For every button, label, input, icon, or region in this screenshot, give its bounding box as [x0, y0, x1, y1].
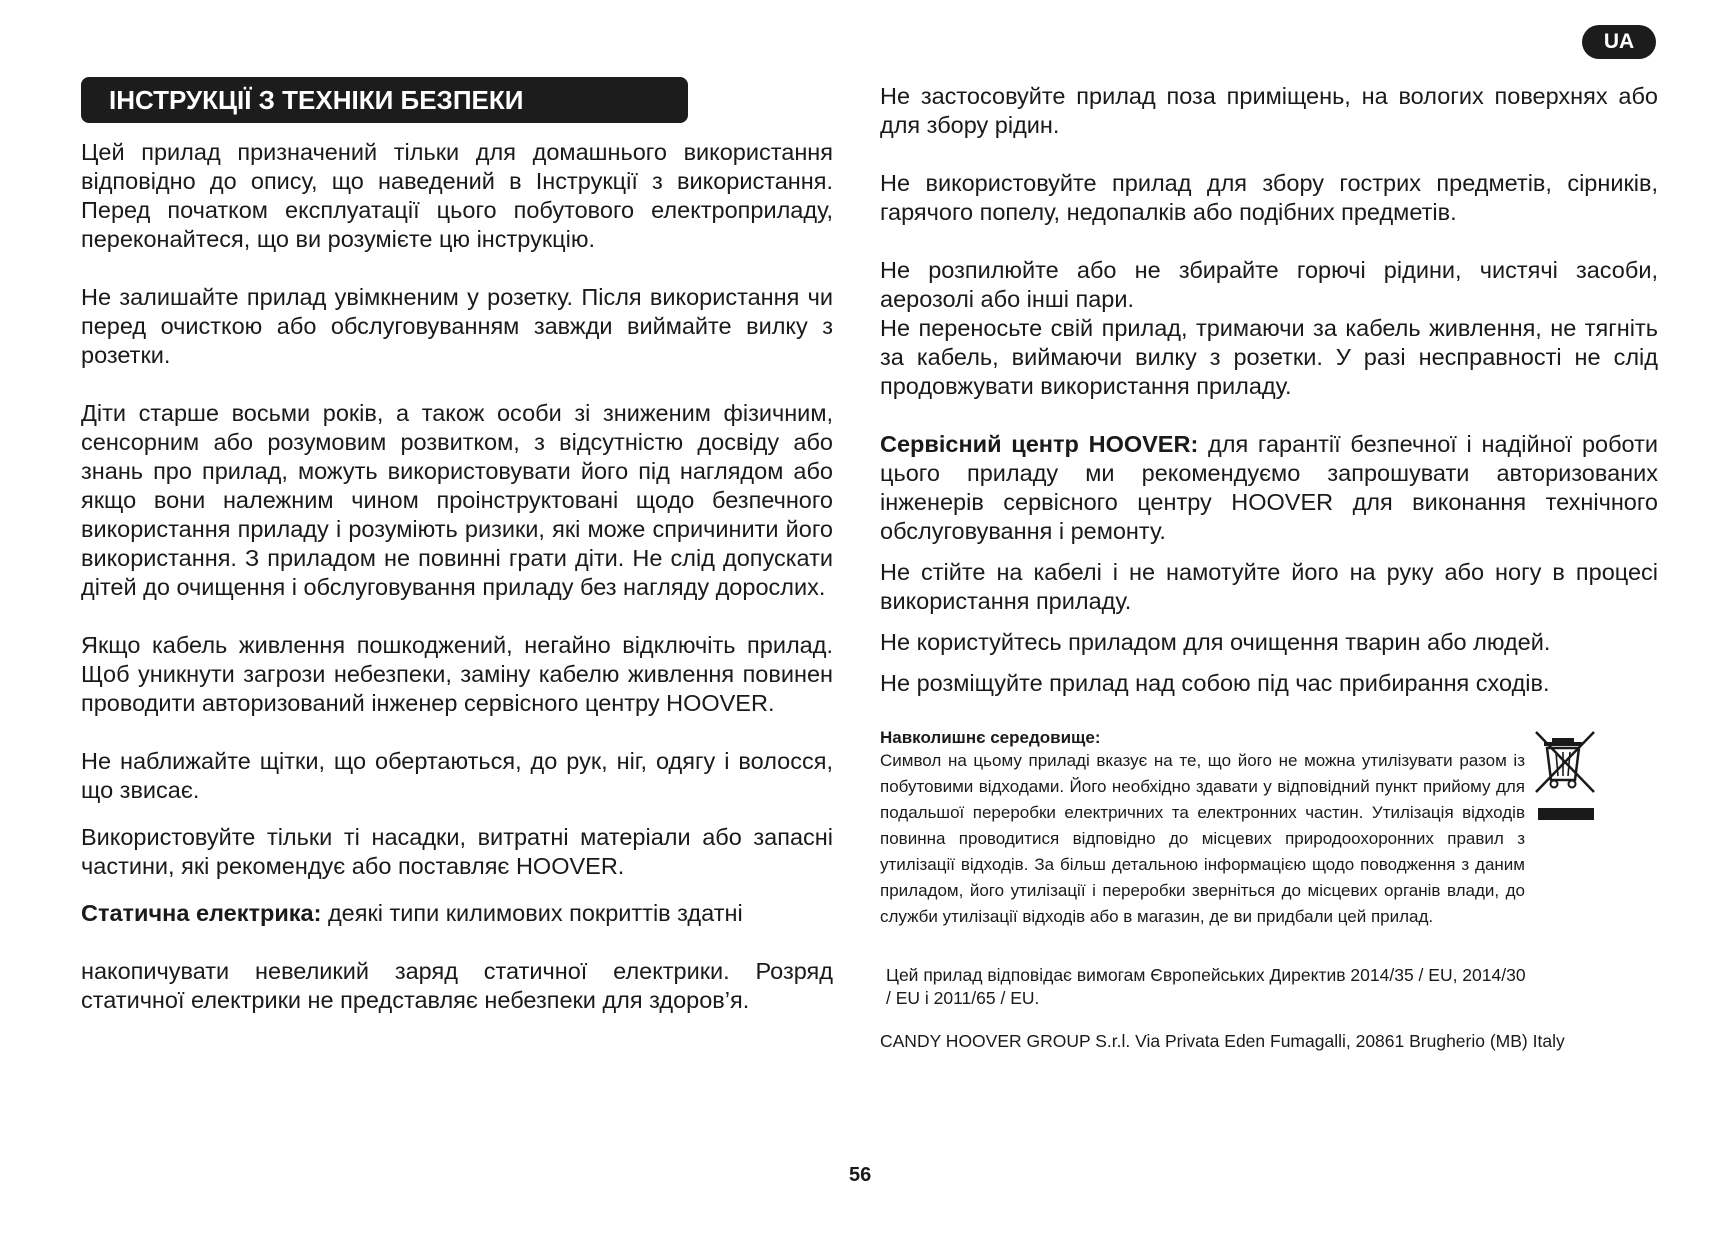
- service-center-paragraph: [880, 430, 1658, 546]
- static-electricity-label: Статична електрика:: [81, 900, 322, 926]
- language-badge: UA: [1582, 25, 1656, 59]
- page-number: 56: [849, 1164, 872, 1186]
- environment-section: [880, 728, 1658, 930]
- left-column: [81, 138, 833, 1015]
- right-column: [880, 82, 1658, 1053]
- outdoor-use-paragraph: Не застосовуйте прилад поза приміщень, на вологих поверхнях або для збору рідин.: [880, 83, 1658, 138]
- weee-crossed-bin-icon: [1532, 728, 1600, 824]
- static-discharge-paragraph: накопичувати невеликий заряд статичної електрики. Розряд статичної електрики не представляє небезпеки для здоров’я.: [81, 958, 833, 1013]
- children-paragraph: Діти старше восьми років, а також особи зі зниженим фізичним, сенсорним або розумовим розвитком, з відсутністю досвіду або знань про прилад, можуть використовувати його під наглядом або якщо вони належним чином проінструктовані щодо безпечного використання приладу і розуміють ризики, які може спричинити його використання. З приладом не повинні грати діти. Не слід допускати дітей до очищення і обслуговування приладу без нагляду дорослих.: [81, 400, 833, 600]
- animals-people-paragraph: Не користуйтесь приладом для очищення тварин або людей.: [880, 629, 1551, 655]
- service-center-text: для гарантії безпечної і надійної роботи цього приладу ми рекомендуємо запрошувати авторизованих інженерів сервісного центру HOOVER для виконання технічного обслуговування і ремонту.: [880, 431, 1658, 544]
- directive-text: Цей прилад відповідає вимогам Європейських Директив 2014/35 / EU, 2014/30 / EU і 2011/65 / EU.: [886, 965, 1526, 1008]
- environment-title: Навколишнє середовище:: [880, 728, 1101, 747]
- stairs-paragraph: Не розміщуйте прилад над собою під час прибирання сходів.: [880, 670, 1550, 696]
- environment-text: Символ на цьому приладі вказує на те, що його не можна утилізувати разом із побутовими відходами. Його необхідно здавати у відповідний пункт прийому для подальшої переробки електричних та електронних частин. Утилізація відходів повинна проводитися відповідно до місцевих природоохоронних правил з утилізації відходів. За більш детальною інформацією щодо поводження з даним приладом, його утилізації і переробки зверніться до місцевих органів влади, до служби утилізації відходів або в магазин, де ви придбали цей прилад.: [880, 751, 1525, 926]
- unplug-paragraph: Не залишайте прилад увімкненим у розетку. Після використання чи перед очисткою або обслуговуванням завжди виймайте вилку з розетки.: [81, 284, 833, 368]
- section-title: ІНСТРУКЦІЇ З ТЕХНІКИ БЕЗПЕКИ: [81, 77, 688, 123]
- static-electricity-paragraph: [81, 899, 833, 928]
- cable-stand-paragraph: Не стійте на кабелі і не намотуйте його на руку або ногу в процесі використання приладу.: [880, 559, 1658, 614]
- flammable-liquids-paragraph: Не розпилюйте або не збирайте горючі рідини, чистячі засоби, аерозолі або інші пари.: [880, 257, 1658, 312]
- intended-use-paragraph: Цей прилад призначений тільки для домашнього використання відповідно до опису, що наведений в Інструкції з використання. Перед початком експлуатації цього побутового електроприладу, переконайтеся, що ви розумієте цю інструкцію.: [81, 139, 833, 252]
- static-electricity-text: деякі типи килимових покриттів здатні: [321, 900, 743, 926]
- accessories-paragraph: Використовуйте тільки ті насадки, витратні матеріали або запасні частини, які рекомендує або поставляє HOOVER.: [81, 824, 833, 879]
- carry-by-cable-paragraph: Не переносьте свій прилад, тримаючи за кабель живлення, не тягніть за кабель, виймаючи вилку з розетки. У разі несправності не слід продовжувати використання приладу.: [880, 315, 1658, 399]
- manufacturer-address: CANDY HOOVER GROUP S.r.l. Via Privata Eden Fumagalli, 20861 Brugherio (MB) Italy: [880, 1031, 1565, 1051]
- sharp-objects-paragraph: Не використовуйте прилад для збору гострих предметів, сірників, гарячого попелу, недопалків або подібних предметів.: [880, 170, 1658, 225]
- rotating-brush-paragraph: Не наближайте щітки, що обертаються, до рук, ніг, одягу і волосся, що звисає.: [81, 748, 833, 803]
- damaged-cable-paragraph: Якщо кабель живлення пошкоджений, негайно відключіть прилад. Щоб уникнути загрози небезпеки, заміну кабелю живлення повинен проводити авторизований інженер сервісного центру HOOVER.: [81, 632, 833, 716]
- service-center-label: Сервісний центр HOOVER:: [880, 431, 1199, 457]
